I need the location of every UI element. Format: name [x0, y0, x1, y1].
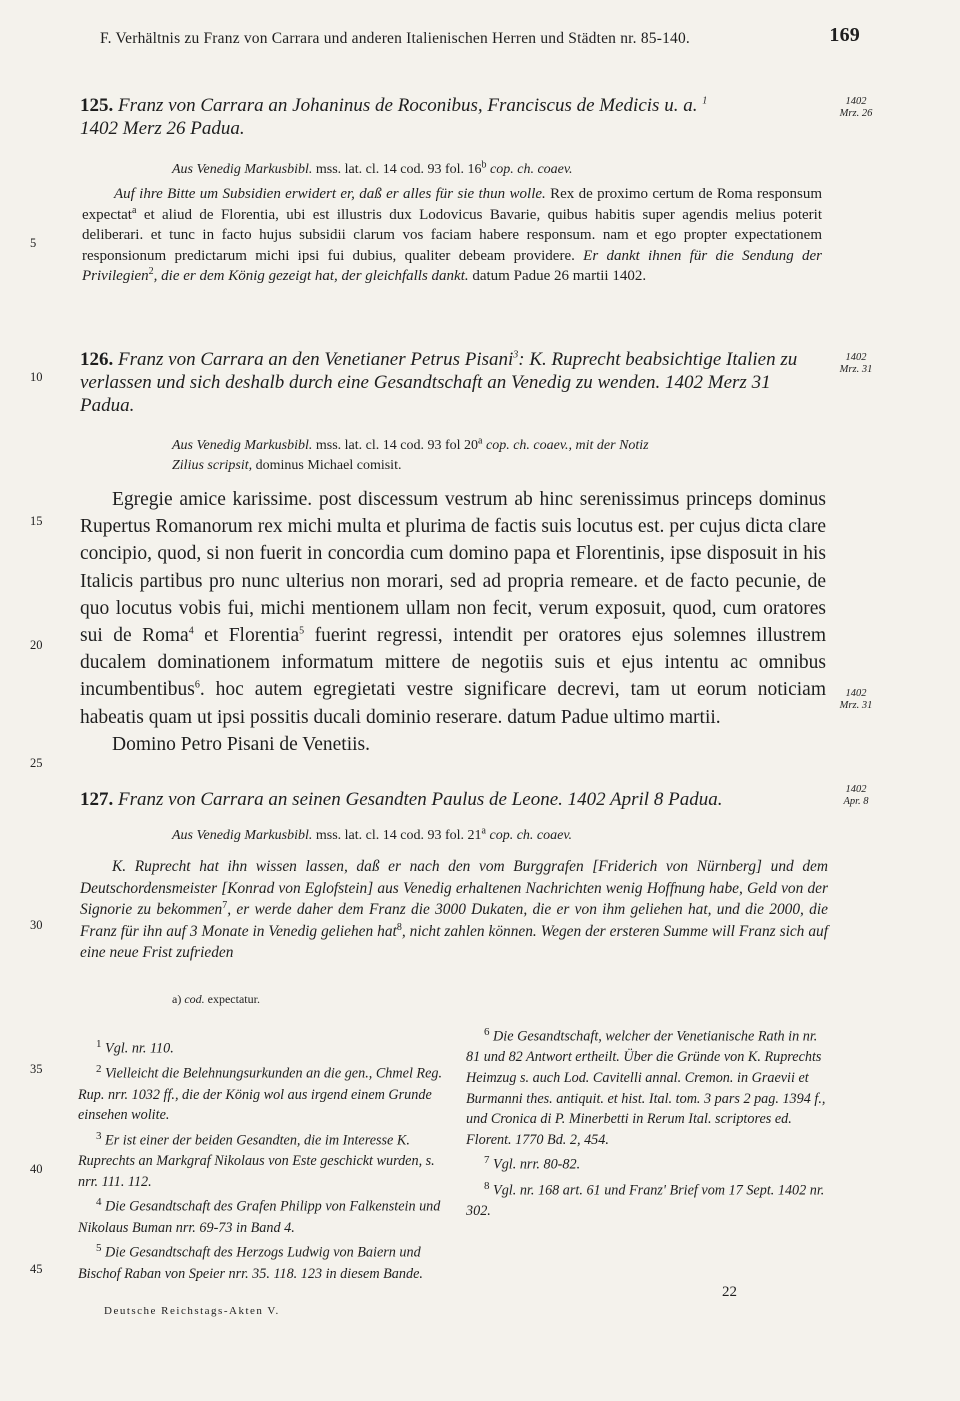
doc126-text-part2: et Florentia — [204, 625, 300, 647]
source-copy-type: cop. ch. coaev. — [489, 828, 573, 843]
footnote-ref-4: 4 — [188, 625, 194, 637]
line-number: 35 — [30, 1062, 43, 1076]
doc125-date: 1402 Merz 26 Padua. — [80, 118, 245, 139]
doc125-regest: Auf ihre Bitte um Subsidien erwidert er, daß er alles für sie thun wolle. — [114, 186, 546, 202]
doc125-title: Franz von Carrara an Johaninus de Roconibus, Franciscus de Medicis u. a. — [118, 95, 698, 116]
footnote-number: 7 — [484, 1154, 490, 1167]
footnote-5 — [78, 1238, 446, 1284]
footnote-ref-6: 6 — [194, 679, 200, 691]
doc126-address: Domino Petro Pisani de Venetiis. — [112, 733, 371, 755]
doc127-source — [172, 825, 832, 844]
source-copy-type: cop. ch. coaev. — [490, 162, 573, 177]
footnote-text: Die Gesandtschaft, welcher der Venetianische Rath in nr. 81 und 82 Antwort ertheilt. Über die Gründe von K. Ruprechts Heimzug s. auch Lod. Cavitelli annal. Cremon. in Graevii et Burmanni thes. antiquit. et hist. Ital. tom. 3 pars 2 pag. 1394 f., und Cronica di P. Minerbetti in Rerum Ital. scriptores ed. Florent. 1770 Bd. 2, 454. — [466, 1028, 826, 1148]
doc125-regest-3: , die er dem König gezeigt hat, der gleichfalls dankt. — [153, 268, 469, 284]
volume-signature: Deutsche Reichstags-Akten V. — [104, 1305, 280, 1317]
doc127-title: Franz von Carrara an seinen Gesandten Paulus de Leone. 1402 April 8 Padua. — [118, 789, 723, 810]
source-note-commission: dominus Michael comisit. — [255, 458, 402, 473]
footnote-number: 6 — [484, 1026, 490, 1038]
doc126-text-part3: fuerint regressi, intendit per oratores ejus solemnes illustrem ducalem dominationem informatum mittere de negotiis suis et ejus intentu ac omnibus incumbentibus — [80, 625, 827, 701]
variant-source: cod. — [184, 992, 205, 1006]
footnote-text: Vgl. nrr. 80-82. — [493, 1157, 581, 1174]
footnotes-right — [466, 1022, 834, 1222]
sheet-number: 22 — [722, 1284, 737, 1300]
line-number: 25 — [30, 756, 43, 770]
line-number: 15 — [30, 514, 43, 528]
doc125-heading — [80, 94, 830, 140]
source-shelfmark: mss. lat. cl. 14 cod. 93 fol 20 — [315, 438, 479, 453]
doc125-dating: datum Padue 26 martii 1402. — [472, 268, 647, 284]
footnote-ref-2: 2 — [148, 266, 154, 277]
doc125-text — [82, 184, 822, 287]
footnote-4 — [78, 1192, 446, 1238]
page-number: 169 — [829, 24, 860, 46]
margin-year: 1402 — [845, 352, 867, 363]
doc125-regest-2: Er dankt ihnen für die Sendung der Privilegien — [82, 247, 823, 284]
footnote-7 — [466, 1150, 834, 1175]
margin-year: 1402 — [845, 96, 867, 107]
source-shelfmark: mss. lat. cl. 14 cod. 93 fol. 21 — [315, 828, 482, 843]
variant-reading: expectatur. — [207, 992, 260, 1006]
doc126-text-part1: Egregie amice karissime. post discessum vestrum ab hinc serenissimus princeps dominus Rupertus Romanorum rex michi multa et plurima de factis suis locutus est. per cujus dicta clare concipio, quod, si non fuerit in concordia cum domino papa et Florentinis, ipse disposuit in his Italicis partibus pro nunc ulterius non morari, sed ad propria remeare. et de facto pecunie, de quo locutus vobis fui, michi mentionem ullam non fecit, verum exposuit, quod, cum oratores sui de Roma — [80, 489, 826, 647]
footnote-number: 3 — [96, 1129, 102, 1142]
footnote-number: 8 — [484, 1179, 490, 1192]
footnote-text: Vielleicht die Belehnungsurkunden an die gen., Chmel Reg. Rup. nrr. 1032 ff., die der König wol aus irgend einem Grunde einsehen wolite. — [78, 1066, 443, 1124]
footnote-8 — [466, 1176, 834, 1222]
margin-day: Mrz. 31 — [839, 364, 873, 375]
source-folio-side: a — [481, 825, 486, 837]
footnote-ref-7: 7 — [222, 899, 228, 911]
doc126-title-rest: : K. Ruprecht beabsichtige Italien zu verlassen und sich deshalb durch eine Gesandtschaft an Venedig zu wenden. 1402 Merz 31 Padua. — [80, 349, 798, 416]
running-header — [100, 24, 860, 48]
doc126-number: 126. — [80, 349, 114, 370]
source-copy-type: cop. ch. coaev., mit der Notiz — [485, 438, 649, 453]
footnote-text: Die Gesandtschaft des Herzogs Ludwig von Baiern und Bischof Raban von Speier nrr. 35. 118. 123 in diesem Bande. — [78, 1245, 423, 1282]
variant-marker-a: a — [131, 204, 137, 216]
line-number: 45 — [30, 1262, 43, 1276]
footnote-1 — [78, 1034, 446, 1059]
footnote-number: 2 — [96, 1063, 102, 1076]
line-number: 30 — [30, 918, 43, 932]
footnote-number: 5 — [96, 1242, 102, 1255]
doc125-text-part2: et aliud de Florentia, ubi est illustris dux Lodovicus Bavarie, quibus habitis super agendis melius poterit deliberari. et tunc in facto hujus subsidii clarum vos faciam habere responsum. nam et ego propter expectationem responsionum predictarum michi ipsi fui dubius, qualiter debeam providere. — [82, 206, 822, 264]
source-archive: Aus Venedig Markusbibl. — [172, 162, 313, 177]
margin-day: Mrz. 31 — [839, 700, 873, 711]
doc127-regest-part1: K. Ruprecht hat ihn wissen lassen, daß er nach den vom Burggrafen [Friderich von Nürnberg] und dem Deutschordensmeister [Konrad von Eglofstein] aus Venedig erhaltenen Nachrichten wenig Hoffnung habe, Geld von der Signorie zu bekommen — [80, 858, 828, 918]
footnote-ref-8: 8 — [396, 921, 402, 933]
margin-year: 1402 — [845, 688, 867, 699]
source-archive: Aus Venedig Markusbibl. — [172, 438, 313, 453]
doc127-margin-date — [834, 784, 878, 808]
doc125-margin-date — [834, 96, 878, 120]
footnote-number: 1 — [96, 1038, 102, 1050]
doc126-margin-date-2 — [834, 688, 878, 712]
doc127-heading — [80, 788, 830, 811]
footnote-3 — [78, 1126, 446, 1193]
footnote-number: 4 — [96, 1196, 102, 1209]
doc126-text — [80, 486, 826, 758]
line-number: 5 — [30, 236, 37, 250]
line-number: 10 — [30, 370, 43, 384]
source-note-scribe: Zilius scripsit, — [172, 458, 253, 473]
doc126-margin-date — [834, 352, 878, 376]
footnote-text: Er ist einer der beiden Gesandten, die im Interesse K. Ruprechts an Markgraf Nikolaus von Este geschickt wurden, s. nrr. 111. 112. — [78, 1132, 435, 1190]
source-folio-side: a — [478, 435, 483, 447]
footnote-text: Die Gesandtschaft des Grafen Philipp von Falkenstein und Nikolaus Buman nrr. 69-73 in Band 4. — [78, 1199, 441, 1236]
doc126-title: Franz von Carrara an den Venetianer Petrus Pisani — [118, 349, 514, 370]
line-number: 20 — [30, 638, 43, 652]
source-archive: Aus Venedig Markusbibl. — [172, 828, 313, 843]
footnote-text: Vgl. nr. 168 art. 61 und Franz' Brief vom 17 Sept. 1402 nr. 302. — [466, 1182, 825, 1219]
doc125-text-part1: Rex de proximo certum de Roma responsum expectat — [82, 186, 823, 223]
variant-note — [172, 992, 260, 1007]
doc127-regest-part3: , nicht zahlen können. Wegen der ersteren Summe will Franz sich auf eine neue Frist zufrieden — [80, 922, 829, 961]
margin-year: 1402 — [845, 784, 867, 795]
margin-day: Apr. 8 — [843, 796, 869, 807]
footnote-6 — [466, 1022, 834, 1150]
running-title: F. Verhältnis zu Franz von Carrara und anderen Italienischen Herren und Städten nr. 85-140. — [100, 30, 691, 47]
source-shelfmark: mss. lat. cl. 14 cod. 93 fol. 16 — [315, 162, 482, 177]
footnotes-left — [78, 1034, 446, 1284]
doc125-number: 125. — [80, 95, 114, 116]
footnote-text: Vgl. nr. 110. — [105, 1040, 174, 1057]
doc126-text-part4: . hoc autem egregietati vestre significare decrevi, tam ut eorum noticiam habeatis quam ut ipsi possitis ducali dominio reserare. datum Padue ultimo martii. — [80, 679, 826, 728]
doc125-source — [172, 159, 832, 178]
source-folio-side: b — [481, 159, 487, 171]
line-number: 40 — [30, 1162, 43, 1176]
margin-day: Mrz. 26 — [839, 108, 873, 119]
doc126-heading — [80, 348, 820, 417]
doc127-regest-part2: , er werde daher dem Franz die 3000 Dukaten, die er von ihm geliehen hat, und die 2000, die Franz für ihn auf 3 Monate in Venedig geliehen hat — [80, 901, 828, 940]
doc127-number: 127. — [80, 789, 114, 810]
footnote-ref-5: 5 — [299, 625, 305, 637]
doc126-source — [172, 436, 832, 476]
doc127-regest — [80, 856, 828, 964]
doc125-title-footnote: 1 — [702, 95, 708, 107]
variant-label: a) — [172, 992, 182, 1006]
footnote-2 — [78, 1059, 446, 1126]
footnote-ref-3: 3 — [513, 349, 519, 361]
